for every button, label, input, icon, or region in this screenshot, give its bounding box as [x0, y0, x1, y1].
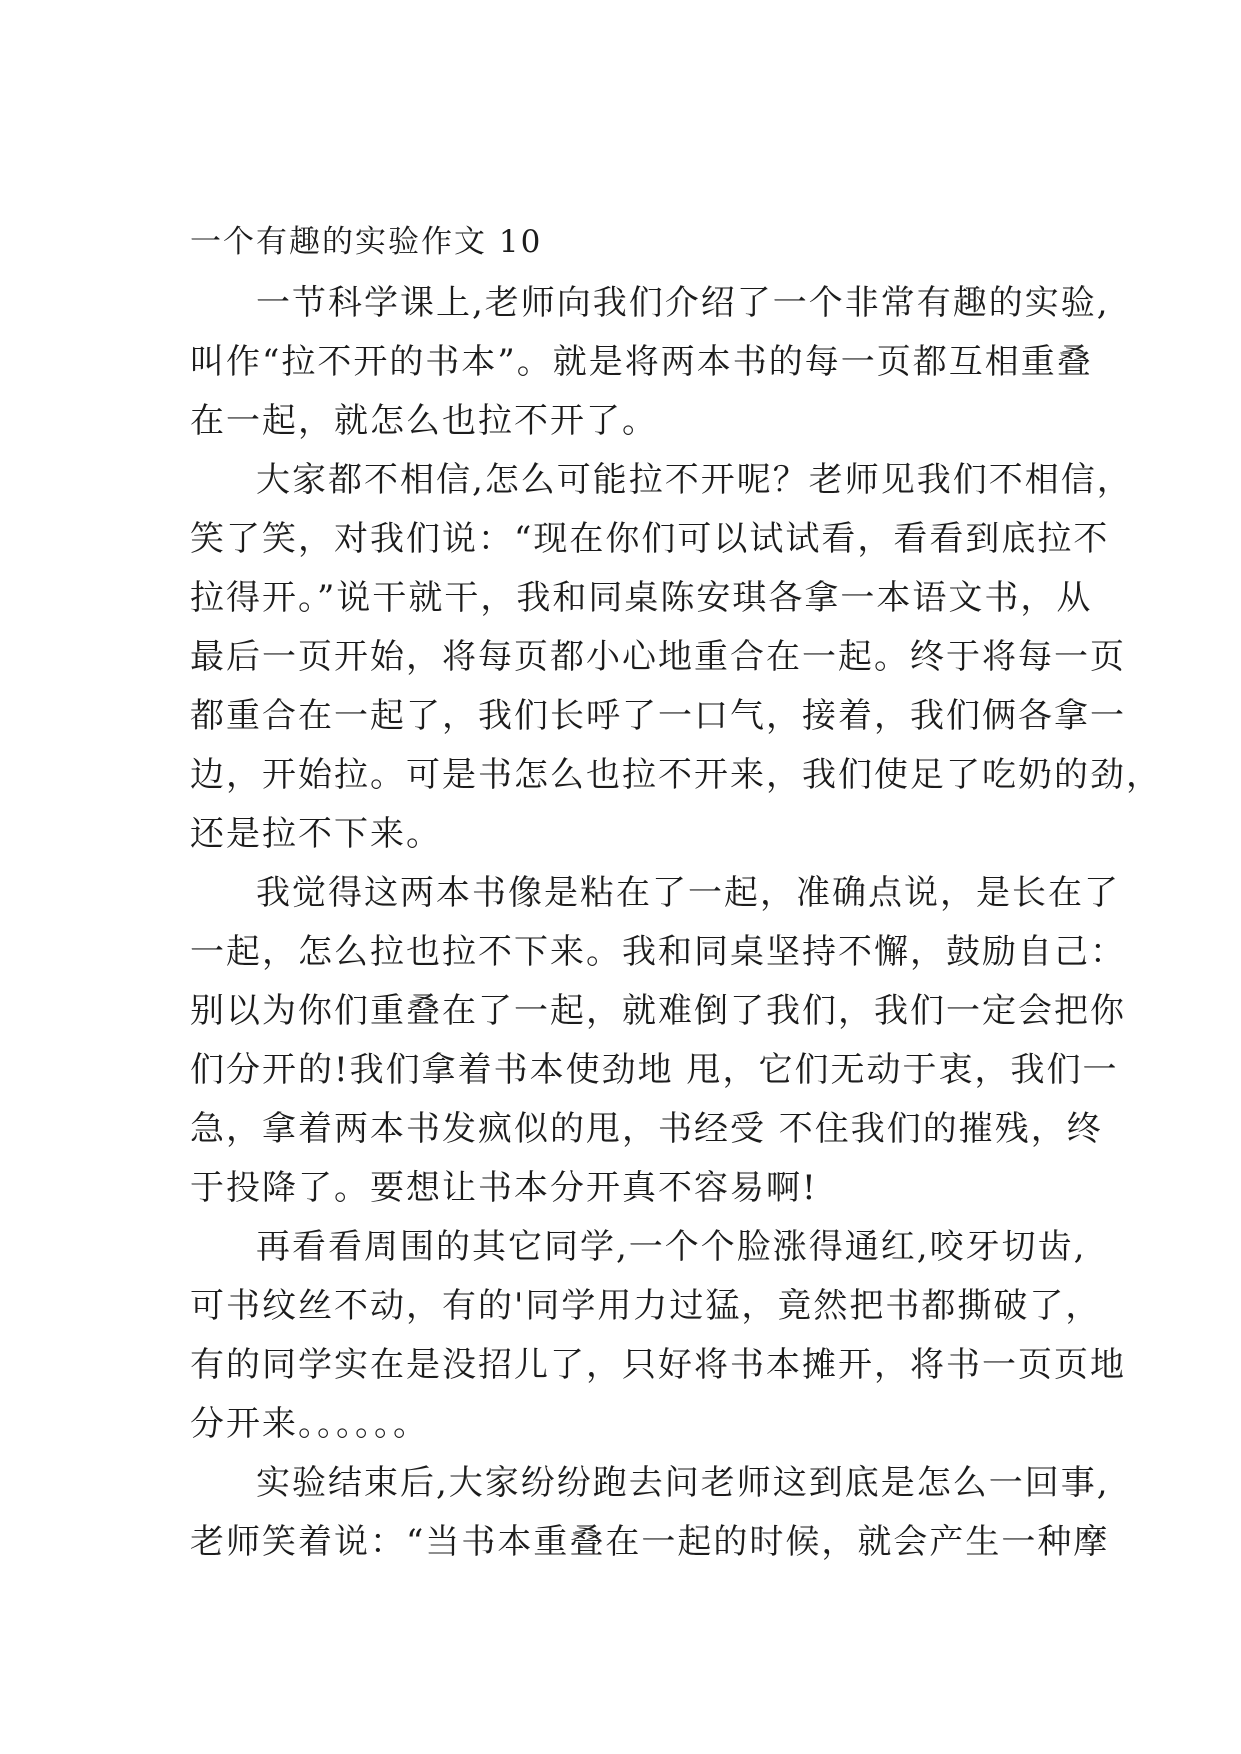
paragraph — [190, 274, 1110, 451]
document-title: 一个有趣的实验作文 10 — [190, 224, 543, 260]
text-line: 老师笑着说：“当书本重叠在一起的时候，就会产生一种摩 — [190, 1522, 1110, 1562]
text-line: 于投降了。要想让书本分开真不容易啊! — [190, 1168, 818, 1208]
text-line: 一节科学课上,老师向我们介绍了一个非常有趣的实验, — [256, 283, 1110, 323]
text-line: 急，拿着两本书发疯似的甩，书经受 不住我们的摧残，终 — [190, 1109, 1103, 1149]
text-line: 笑了笑，对我们说：“现在你们可以试试看，看看到底拉不 — [190, 519, 1110, 559]
text-line: 边，开始拉。可是书怎么也拉不开来，我们使足了吃奶的劲， — [190, 755, 1162, 795]
text-line: 叫作“拉不开的书本”。就是将两本书的每一页都互相重叠 — [190, 342, 1093, 382]
text-line: 可书纹丝不动，有的'同学用力过猛，竟然把书都撕破了， — [190, 1286, 1102, 1326]
paragraph — [190, 451, 1162, 864]
text-line: 拉得开。”说干就干，我和同桌陈安琪各拿一本语文书，从 — [190, 578, 1093, 618]
text-line: 我觉得这两本书像是粘在了一起，准确点说，是长在了 — [256, 873, 1120, 913]
text-line: 实验结束后,大家纷纷跑去问老师这到底是怎么一回事, — [256, 1463, 1110, 1503]
text-line: 们分开的!我们拿着书本使劲地 甩，它们无动于衷，我们一 — [190, 1050, 1119, 1090]
paragraph — [190, 864, 1126, 1218]
text-line: 有的同学实在是没招儿了，只好将书本摊开，将书一页页地 — [190, 1345, 1126, 1385]
text-line: 分开来。。。。。。 — [190, 1404, 429, 1444]
text-line: 一起，怎么拉也拉不下来。我和同桌坚持不懈，鼓励自己： — [190, 932, 1126, 972]
text-line: 还是拉不下来。 — [190, 814, 442, 854]
text-line: 别以为你们重叠在了一起，就难倒了我们，我们一定会把你 — [190, 991, 1126, 1031]
text-line: 最后一页开始，将每页都小心地重合在一起。终于将每一页 — [190, 637, 1126, 677]
paragraph — [190, 1454, 1110, 1572]
text-line: 都重合在一起了，我们长呼了一口气，接着，我们俩各拿一 — [190, 696, 1126, 736]
text-line: 大家都不相信,怎么可能拉不开呢？老师见我们不相信， — [256, 460, 1133, 500]
document-body — [190, 274, 1162, 1572]
text-line: 在一起，就怎么也拉不开了。 — [190, 401, 658, 441]
text-line: 再看看周围的其它同学,一个个脸涨得通红,咬牙切齿, — [256, 1227, 1087, 1267]
paragraph — [190, 1218, 1126, 1454]
